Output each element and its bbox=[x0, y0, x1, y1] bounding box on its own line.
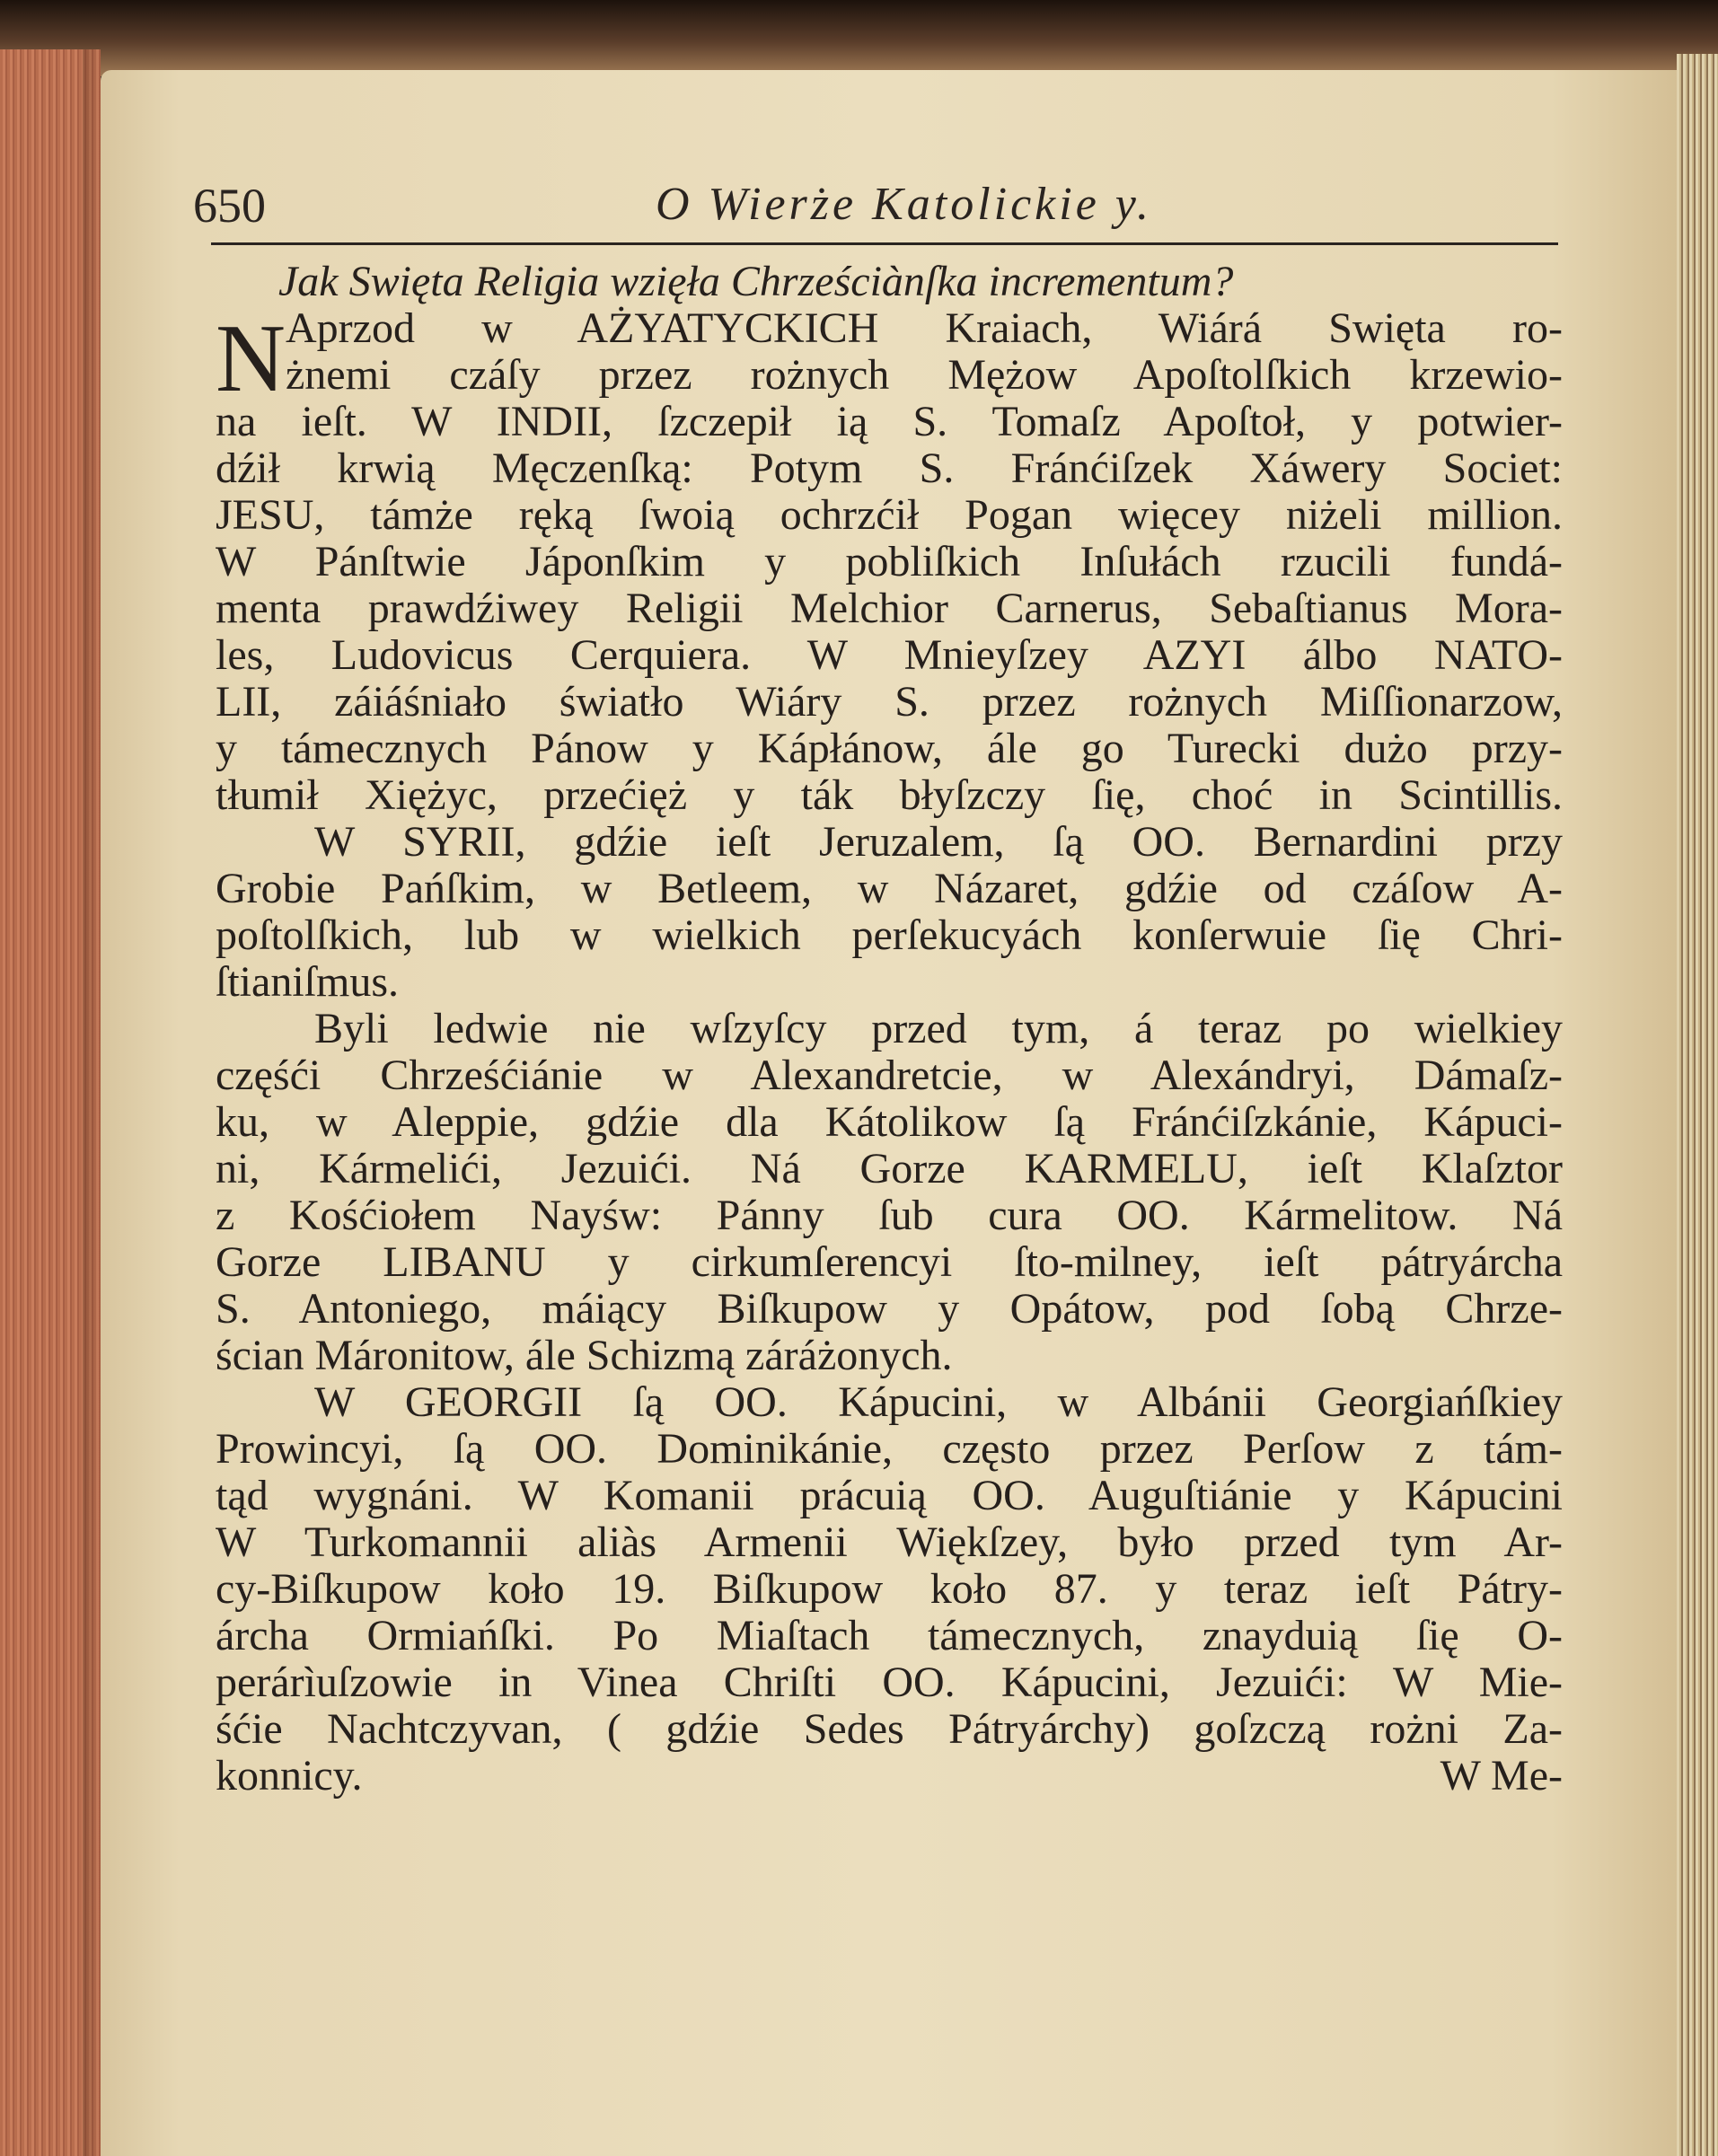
text-line: żnemi czáſy przez rożnych Mężow Apoſtolſkich krzewio- bbox=[286, 352, 1563, 399]
text-line: W Turkomannii aliàs Armenii Więkſzey, było przed tym Ar- bbox=[216, 1519, 1563, 1566]
text-line: śćie Nachtczyvan, ( gdźie Sedes Pátryárchy) goſzczą rożni Za- bbox=[216, 1706, 1563, 1753]
text-line: na ieſt. W INDII, ſzczepił ią S. Tomaſz Apoſtoł, y potwier- bbox=[216, 399, 1563, 445]
text-line: Gorze LIBANU y cirkumſerencyi ſto-milney, ieſt pátryárcha bbox=[216, 1239, 1563, 1286]
text-line: Prowincyi, ſą OO. Dominikánie, często przez Perſow z tám- bbox=[216, 1426, 1563, 1473]
text-line: perárìuſzowie in Vinea Chriſti OO. Kápucini, Jezuići: W Mie- bbox=[216, 1659, 1563, 1706]
page-number: 650 bbox=[193, 179, 266, 233]
text-line: z Kośćiołem Nayśw: Pánny ſub cura OO. Kármelitow. Ná bbox=[216, 1192, 1563, 1239]
text-line: konnicy. bbox=[216, 1753, 363, 1800]
text-line: ścian Máronitow, ále Schizmą záráżonych. bbox=[216, 1333, 953, 1379]
running-head bbox=[193, 178, 1563, 241]
page-stack-edge bbox=[0, 49, 101, 2156]
text-line: ku, w Aleppie, gdźie dla Kátolikow ſą Fránćiſzkánie, Kápuci- bbox=[216, 1099, 1563, 1146]
text-line: LII, záiáśniało światło Wiáry S. przez rożnych Miſſionarzow, bbox=[216, 679, 1563, 726]
book-top-edge bbox=[0, 0, 1718, 76]
page-body bbox=[216, 259, 1563, 1800]
text-line: W Pánſtwie Jáponſkim y pobliſkich Inſułách rzucili fundá- bbox=[216, 539, 1563, 585]
text-line: W SYRII, gdźie ieſt Jeruzalem, ſą OO. Bernardini przy bbox=[314, 819, 1563, 866]
text-line: cy-Biſkupow koło 19. Biſkupow koło 87. y teraz ieſt Pátry- bbox=[216, 1566, 1563, 1613]
text-line: menta prawdźiwey Religii Melchior Carnerus, Sebaſtianus Mora- bbox=[216, 585, 1563, 632]
text-line: árcha Ormiańſki. Po Miaſtach támecznych, znayduią ſię O- bbox=[216, 1613, 1563, 1659]
text-line: poſtolſkich, lub w wielkich perſekucyách konſerwuie ſię Chri- bbox=[216, 912, 1563, 959]
section-heading: Jak Swięta Religia wzięła Chrześciànſka incrementum? bbox=[278, 259, 1234, 305]
text-line: tąd wygnáni. W Komanii prácuią OO. Auguſtiánie y Kápucini bbox=[216, 1473, 1563, 1519]
text-line: Byli ledwie nie wſzyſcy przed tym, á teraz po wielkiey bbox=[314, 1006, 1563, 1052]
header-rule bbox=[211, 242, 1558, 245]
text-line: ni, Kármelići, Jezuići. Ná Gorze KARMELU, ieſt Klaſztor bbox=[216, 1146, 1563, 1192]
text-line: S. Antoniego, máiący Biſkupow y Opátow, pod ſobą Chrze- bbox=[216, 1286, 1563, 1333]
running-title: O Wierże Katolickie y. bbox=[656, 179, 1153, 230]
text-line: y támecznych Pánow y Kápłánow, ále go Turecki dużo przy- bbox=[216, 726, 1563, 772]
body-lines bbox=[216, 305, 1563, 1800]
text-line: W GEORGII ſą OO. Kápucini, w Albánii Georgiańſkiey bbox=[314, 1379, 1563, 1426]
text-line: częśći Chrześćiánie w Alexandretcie, w Alexándryi, Dámaſz- bbox=[216, 1052, 1563, 1099]
catchword: W Me- bbox=[1440, 1753, 1563, 1800]
facing-page-edge bbox=[1677, 54, 1718, 2156]
text-line: ſtianiſmus. bbox=[216, 959, 399, 1006]
text-line: Aprzod w AŻYATYCKICH Kraiach, Wiárá Swięta ro- bbox=[286, 305, 1563, 352]
drop-cap: N bbox=[216, 305, 286, 412]
text-line: les, Ludovicus Cerquiera. W Mnieyſzey AZYI álbo NATO- bbox=[216, 632, 1563, 679]
text-line: tłumił Xiężyc, przećięż y ták błyſzczy ſię, choć in Scintillis. bbox=[216, 772, 1563, 819]
text-line: Grobie Pańſkim, w Betleem, w Názaret, gdźie od czáſow A- bbox=[216, 866, 1563, 912]
text-line: JESU, támże ręką ſwoią ochrzćił Pogan więcey niżeli million. bbox=[216, 492, 1563, 539]
text-line: dźił krwią Męczenſką: Potym S. Fránćiſzek Xáwery Societ: bbox=[216, 445, 1563, 492]
